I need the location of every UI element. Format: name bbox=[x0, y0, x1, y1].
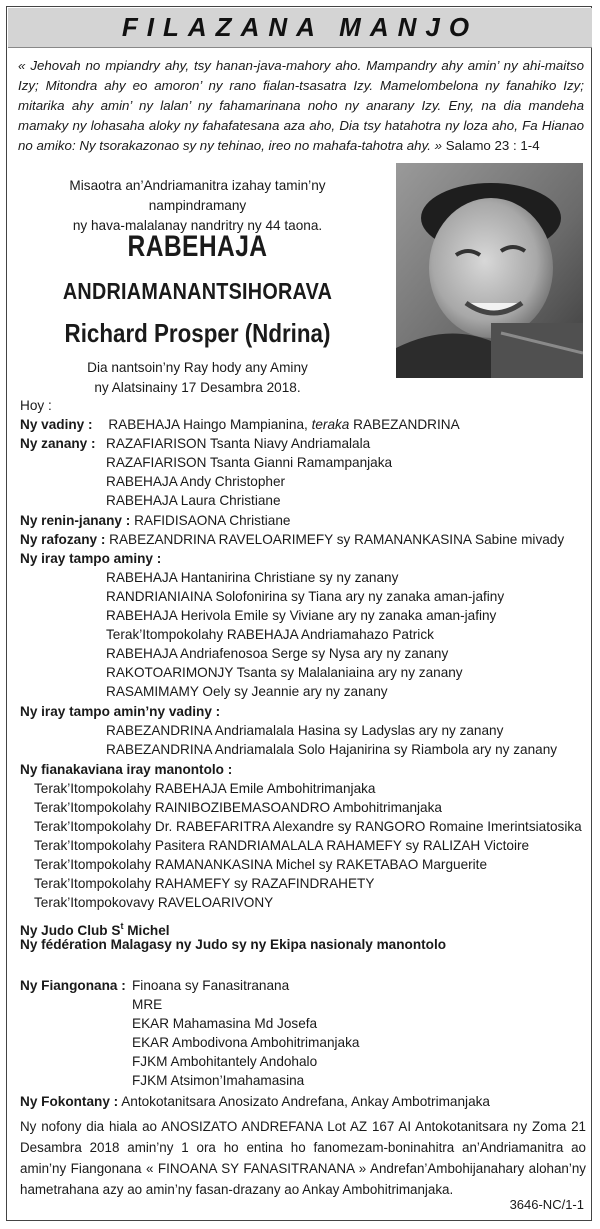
tampo-item: RABEHAJA Herivola Emile sy Viviane ary ny zanaka aman-jafiny bbox=[106, 608, 497, 623]
fiangonana-item: MRE bbox=[132, 997, 163, 1012]
intro-text bbox=[20, 176, 375, 236]
tampo-item: RABEHAJA Andriafenosoa Serge sy Nysa ary ny zanany bbox=[106, 646, 449, 661]
renin-name: RAFIDISAONA Christiane bbox=[134, 513, 291, 528]
death-line: Dia nantsoin’ny Ray hody any Aminy bbox=[87, 360, 308, 375]
tampo-item: RASAMIMAMY Oely sy Jeannie ary ny zanany bbox=[106, 684, 388, 699]
tampo-item: RABEHAJA Hantanirina Christiane sy ny zanany bbox=[106, 570, 399, 585]
club-prefix: Ny Judo Club S bbox=[20, 923, 121, 938]
portrait-photo bbox=[396, 163, 583, 378]
zanany-item: RABEHAJA Andy Christopher bbox=[106, 474, 286, 489]
tampo-vadiny-item: RABEZANDRINA Andriamalala Hasina sy Ladyslas ary ny zanany bbox=[106, 723, 504, 738]
fianakaviana-item: Terak’Itompokolahy RAHAMEFY sy RAZAFINDRAHETY bbox=[34, 876, 375, 891]
fiangonana-label: Ny Fiangonana : bbox=[20, 978, 126, 993]
fianakaviana-item: Terak’Itompokolahy RABEHAJA Emile Ambohitrimanjaka bbox=[34, 781, 376, 796]
notice-banner bbox=[8, 8, 592, 48]
fokontany-row bbox=[20, 1093, 490, 1111]
club-suffix: Michel bbox=[123, 923, 170, 938]
verse-text: « Jehovah no mpiandry ahy, tsy hanan-java-mahory aho. Mampandry ahy amin’ ny ahi-maitso Izy; Mitondra ahy eo amoron’ ny rano fialan-tsasatra Izy. Mamelombelona ny fanahiko Izy; mitarika ahy amin’ ny lalan’ ny fahamarinana noho ny anarany Izy. Eny, na dia mandeha mamaky ny lohasaha aloky ny fahafatesana aza aho, Dia tsy hatahotra ny loza aho, Fa Hianao no amiko: Ny tsorakazonao sy ny tehinao, ireo no mahafa-tahotra ahy. » bbox=[18, 58, 584, 153]
hoy-label: Hoy : bbox=[20, 398, 52, 413]
bible-verse bbox=[18, 56, 584, 156]
intro-line: ny hava-malalanay nandritry ny 44 taona. bbox=[72, 218, 323, 233]
fianakaviana-item: Terak’Itompokolahy RAINIBOZIBEMASOANDRO Ambohitrimanjaka bbox=[34, 800, 442, 815]
zanany-label: Ny zanany : bbox=[20, 436, 96, 451]
vadiny-name: RABEHAJA Haingo Mampianina, bbox=[108, 417, 308, 432]
fianakaviana-item: Terak’Itompokolahy RAMANANKASINA Michel sy RAKETABAO Marguerite bbox=[34, 857, 488, 872]
fianakaviana-label: Ny fianakaviana iray manontolo : bbox=[20, 762, 233, 777]
deceased-surname: RABEHAJA bbox=[127, 230, 268, 263]
vadiny-teraka: teraka bbox=[311, 417, 350, 432]
renin-label: Ny renin-janany : bbox=[20, 513, 131, 528]
banner-title: FILAZANA MANJO bbox=[121, 12, 479, 42]
tampo-item: RANDRIANIAINA Solofonirina sy Tiana ary ny zanaka aman-jafiny bbox=[106, 589, 505, 604]
reference-code: 3646-NC/1-1 bbox=[509, 1197, 584, 1212]
federation: Ny fédération Malagasy ny Judo sy ny Ekipa nasionaly manontolo bbox=[20, 937, 447, 952]
club-sup: t bbox=[120, 921, 124, 931]
death-line: ny Alatsinainy 17 Desambra 2018. bbox=[94, 380, 301, 395]
deceased-family-name: ANDRIAMANANTSIHORAVA bbox=[62, 278, 333, 304]
fiangonana-item: Finoana sy Fanasitranana bbox=[132, 978, 290, 993]
fianakaviana-item: Terak’Itompokolahy Pasitera RANDRIAMALALA RAHAMEFY sy RALIZAH Victoire bbox=[34, 838, 530, 853]
vadiny-label: Ny vadiny : bbox=[20, 417, 93, 432]
vadiny-row bbox=[20, 416, 460, 434]
rafozany-row bbox=[20, 531, 564, 549]
fiangonana-item: FJKM Ambohitantely Andohalo bbox=[132, 1054, 318, 1069]
tampo-item: Terak’Itompokolahy RABEHAJA Andriamahazo Patrick bbox=[106, 627, 434, 642]
tampo-vadiny-label: Ny iray tampo amin’ny vadiny : bbox=[20, 704, 221, 719]
fianakaviana-item: Terak’Itompokovavy RAVELOARIVONY bbox=[34, 895, 274, 910]
fianakaviana-item: Terak’Itompokolahy Dr. RABEFARITRA Alexandre sy RANGORO Romaine Imerintsiatosika bbox=[34, 819, 582, 834]
zanany-item: RAZAFIARISON Tsanta Niavy Andriamalala bbox=[106, 436, 371, 451]
deceased-given-name: Richard Prosper (Ndrina) bbox=[64, 318, 331, 348]
fiangonana-item: EKAR Ambodivona Ambohitrimanjaka bbox=[132, 1035, 360, 1050]
intro-line: Misaotra an’Andriamanitra izahay tamin’ny nampindramany bbox=[69, 178, 326, 213]
fiangonana-item: FJKM Atsimon’Imahamasina bbox=[132, 1073, 305, 1088]
rafozany-name: RABEZANDRINA RAVELOARIMEFY sy RAMANANKASINA Sabine mivady bbox=[109, 532, 565, 547]
fiangonana-item: EKAR Mahamasina Md Josefa bbox=[132, 1016, 318, 1031]
funeral-details: Ny nofony dia hiala ao ANOSIZATO ANDREFANA Lot AZ 167 AI Antokotanitsara ny Zoma 21 Desambra 2018 amin’ny 1 ora ho entina ho fanomezam-boninahitra an’Andriamanitra ao amin’ny Fiangonana « FINOANA SY FANASITRANANA » Andrefan’Ambohijanahary alohan’ny hametrahana azy ao amin’ny fasan-drazany ao Ankay Ambohitrimanjaka. bbox=[20, 1119, 586, 1197]
verse-reference: Salamo 23 : 1-4 bbox=[445, 138, 540, 153]
rafozany-label: Ny rafozany : bbox=[20, 532, 106, 547]
portrait-image bbox=[396, 163, 583, 378]
death-notice bbox=[20, 358, 375, 398]
zanany-item: RAZAFIARISON Tsanta Gianni Ramampanjaka bbox=[106, 455, 393, 470]
renin-row bbox=[20, 512, 290, 530]
tampo-vadiny-item: RABEZANDRINA Andriamalala Solo Hajanirina sy Riambola ary ny zanany bbox=[106, 742, 558, 757]
zanany-item: RABEHAJA Laura Christiane bbox=[106, 493, 281, 508]
fokontany-label: Ny Fokontany : bbox=[20, 1094, 119, 1109]
tampo-label: Ny iray tampo aminy : bbox=[20, 551, 162, 566]
vadiny-origin: RABEZANDRINA bbox=[353, 417, 460, 432]
tampo-item: RAKOTOARIMONJY Tsanta sy Malalaniaina ary ny zanany bbox=[106, 665, 463, 680]
fokontany-value: Antokotanitsara Anosizato Andrefana, Ankay Ambotrimanjaka bbox=[121, 1094, 490, 1109]
